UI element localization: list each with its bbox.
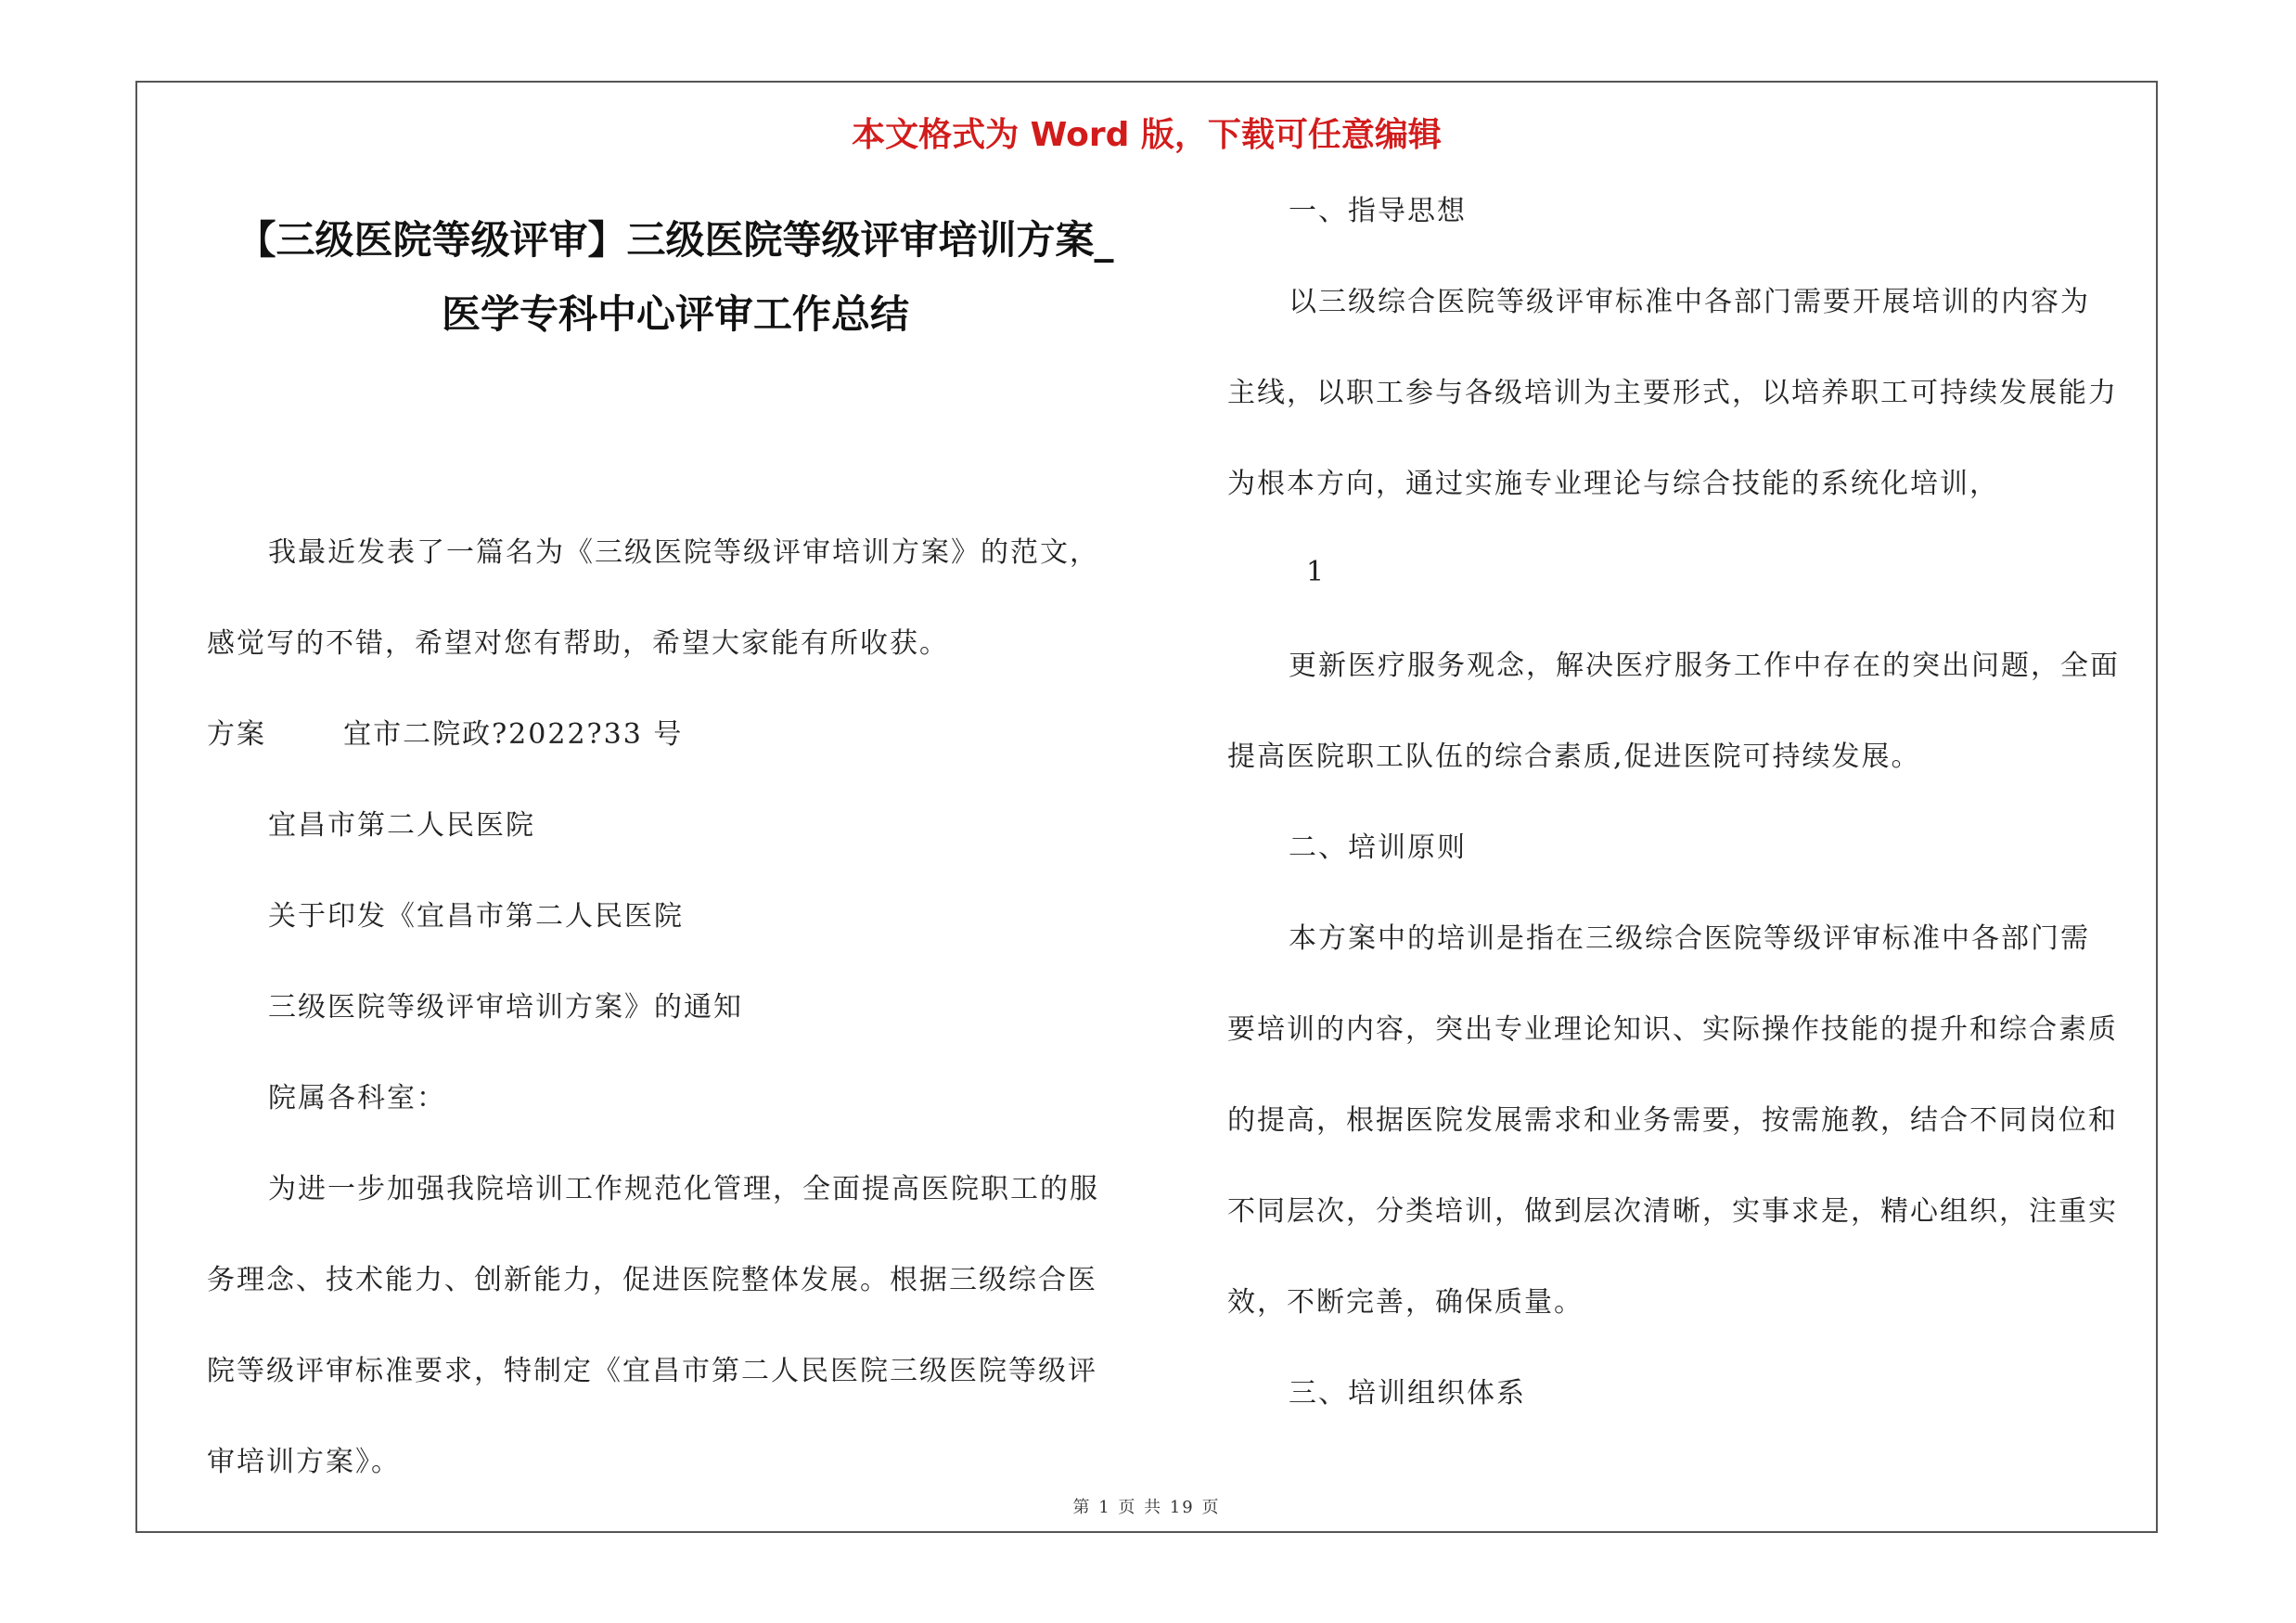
inline-page-number: 1 bbox=[1306, 556, 1325, 588]
text-line: 本方案中的培训是指在三级综合医院等级评审标准中各部门需 bbox=[1289, 922, 2090, 955]
heading-text: 三、培训组织体系 bbox=[1289, 1377, 1526, 1410]
doc-type-label: 方案 bbox=[207, 718, 266, 751]
text-line: 院等级评审标准要求，特制定《宜昌市第二人民医院三级医院等级评 bbox=[207, 1355, 1097, 1387]
editable-notice-banner: 本文格式为 Word 版，下载可任意编辑 bbox=[852, 116, 1442, 154]
section-heading-3 bbox=[1227, 1348, 1526, 1439]
text-line: 效，不断完善，确保质量。 bbox=[1227, 1286, 1584, 1319]
text-line: 务理念、技术能力、创新能力，促进医院整体发展。根据三级综合医 bbox=[207, 1264, 1097, 1296]
text-line: 为进一步加强我院培训工作规范化管理，全面提高医院职工的服 bbox=[268, 1173, 1099, 1205]
document-page bbox=[135, 81, 2158, 1533]
text-line: 感觉写的不错，希望对您有帮助，希望大家能有所收获。 bbox=[207, 627, 949, 660]
document-number-line bbox=[207, 689, 683, 780]
text-line: 我最近发表了一篇名为《三级医院等级评审培训方案》的范文， bbox=[268, 536, 1099, 569]
section-heading-1 bbox=[1227, 166, 1467, 257]
text-line: 的提高，根据医院发展需求和业务需要，按需施教，结合不同岗位和 bbox=[1227, 1104, 2118, 1137]
title-line-1: 【三级医院等级评审】三级医院等级评审培训方案_ bbox=[237, 217, 1114, 263]
title-line-2: 医学专科中心评审工作总结 bbox=[441, 291, 909, 337]
document-title bbox=[207, 203, 1144, 352]
text-line: 提高医院职工队伍的综合素质,促进医院可持续发展。 bbox=[1227, 741, 1921, 773]
text-line: 三级医院等级评审培训方案》的通知 bbox=[268, 991, 743, 1024]
text-line: 更新医疗服务观念，解决医疗服务工作中存在的突出问题，全面 bbox=[1289, 650, 2120, 682]
text-line: 院属各科室： bbox=[268, 1082, 446, 1114]
heading-text: 二、培训原则 bbox=[1289, 831, 1467, 864]
intro-paragraph bbox=[207, 508, 1099, 689]
text-line: 审培训方案》。 bbox=[207, 1446, 401, 1478]
purpose-paragraph bbox=[207, 1144, 1099, 1508]
principle-paragraph bbox=[1227, 894, 2118, 1348]
text-line: 宜昌市第二人民医院 bbox=[268, 809, 535, 842]
page-footer: 第 1 页 共 19 页 bbox=[1072, 1498, 1221, 1517]
guiding-paragraph bbox=[1227, 257, 2118, 530]
service-paragraph bbox=[1227, 621, 2120, 803]
heading-text: 一、指导思想 bbox=[1289, 195, 1467, 227]
text-line: 以三级综合医院等级评审标准中各部门需要开展培训的内容为 bbox=[1289, 286, 2090, 318]
text-line: 关于印发《宜昌市第二人民医院 bbox=[268, 900, 684, 933]
text-line: 主线，以职工参与各级培训为主要形式，以培养职工可持续发展能力 bbox=[1227, 377, 2118, 409]
issuer-line bbox=[207, 780, 743, 1144]
text-line: 要培训的内容，突出专业理论知识、实际操作技能的提升和综合素质 bbox=[1227, 1013, 2118, 1046]
section-heading-2 bbox=[1227, 803, 1467, 894]
text-line: 不同层次，分类培训，做到层次清晰，实事求是，精心组织，注重实 bbox=[1227, 1195, 2118, 1228]
doc-number: 宜市二院政?2022?33 号 bbox=[343, 718, 684, 751]
text-line: 为根本方向，通过实施专业理论与综合技能的系统化培训， bbox=[1227, 468, 1999, 500]
